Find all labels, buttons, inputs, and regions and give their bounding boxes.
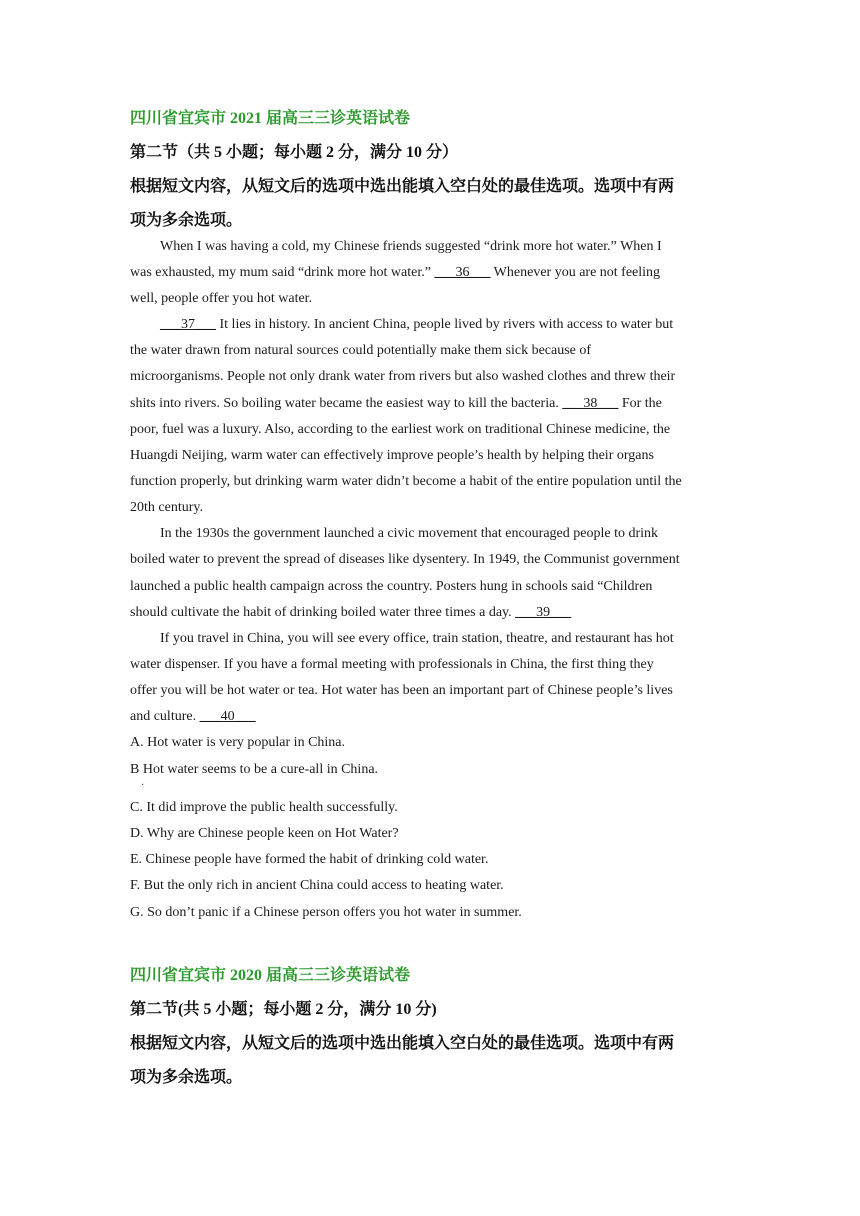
passage-text: Whenever you are not feeling <box>490 265 661 280</box>
passage-text: shits into rivers. So boiling water became the easiest way to kill the bacteria. <box>130 396 563 411</box>
option-b-dot: · <box>141 780 145 791</box>
instruction-line-1: 根据短文内容，从短文后的选项中选出能填入空白处的最佳选项。选项中有两 <box>130 1035 675 1052</box>
option-f: F. But the only rich in ancient China could access to heating water. <box>130 878 504 893</box>
passage-line: function properly, but drinking warm water didn’t become a habit of the entire population until the <box>130 474 682 489</box>
passage-line: poor, fuel was a luxury. Also, according to the earliest work on traditional Chinese medicine, the <box>130 422 671 437</box>
blank-37: ___37___ <box>160 317 216 332</box>
passage-line: the water drawn from natural sources could potentially make them sick because of <box>130 343 592 358</box>
passage-line: launched a public health campaign across the country. Posters hung in schools said “Children <box>130 579 653 594</box>
passage-line: 20th century. <box>130 500 203 515</box>
passage-line: well, people offer you hot water. <box>130 291 313 306</box>
section-subhead-2021: 第二节（共 5 小题；每小题 2 分，满分 10 分） <box>130 144 459 161</box>
passage-line: microorganisms. People not only drank water from rivers but also washed clothes and threw their <box>130 369 676 384</box>
passage-line: When I was having a cold, my Chinese friends suggested “drink more hot water.” When I <box>160 239 662 254</box>
passage-line: If you travel in China, you will see every office, train station, theatre, and restaurant has hot <box>160 631 674 646</box>
option-e: E. Chinese people have formed the habit of drinking cold water. <box>130 852 489 867</box>
passage-text: should cultivate the habit of drinking boiled water three times a day. <box>130 605 516 620</box>
instruction-line-2: 项为多余选项。 <box>130 212 243 229</box>
passage-line: offer you will be hot water or tea. Hot water has been an important part of Chinese people’s lives <box>130 683 673 698</box>
passage-text: and culture. <box>130 709 200 724</box>
blank-40: ___40___ <box>199 709 256 724</box>
passage-line: boiled water to prevent the spread of diseases like dysentery. In 1949, the Communist government <box>130 552 680 567</box>
blank-36: ___36___ <box>434 265 491 280</box>
blank-39: ___39___ <box>515 605 572 620</box>
passage-line <box>130 265 660 281</box>
option-g: G. So don’t panic if a Chinese person offers you hot water in summer. <box>130 905 522 920</box>
option-c: C. It did improve the public health successfully. <box>130 800 398 815</box>
option-a: A. Hot water is very popular in China. <box>130 735 346 750</box>
instruction-line-1: 根据短文内容，从短文后的选项中选出能填入空白处的最佳选项。选项中有两 <box>130 178 675 195</box>
passage-line <box>160 317 673 333</box>
option-b: B Hot water seems to be a cure-all in China. <box>130 762 379 777</box>
passage-line <box>130 605 571 621</box>
passage-line: In the 1930s the government launched a civic movement that encouraged people to drink <box>160 526 659 541</box>
option-d: D. Why are Chinese people keen on Hot Water? <box>130 826 399 841</box>
section-title-2020: 四川省宜宾市 2020 届高三三诊英语试卷 <box>130 967 411 984</box>
passage-text: For the <box>618 396 662 411</box>
passage-text: was exhausted, my mum said “drink more hot water.” <box>130 265 435 280</box>
passage-text: It lies in history. In ancient China, people lived by rivers with access to water but <box>216 317 674 332</box>
section-title-2021: 四川省宜宾市 2021 届高三三诊英语试卷 <box>130 110 411 127</box>
passage-line <box>130 709 256 725</box>
passage-line: Huangdi Neijing, warm water can effectively improve people’s health by helping their organs <box>130 448 654 463</box>
passage-line: water dispenser. If you have a formal meeting with professionals in China, the first thing they <box>130 657 654 672</box>
section-subhead-2020: 第二节(共 5 小题；每小题 2 分，满分 10 分) <box>130 1001 437 1018</box>
passage-line <box>130 396 662 412</box>
instruction-line-2: 项为多余选项。 <box>130 1069 243 1086</box>
blank-38: ___38___ <box>562 396 619 411</box>
